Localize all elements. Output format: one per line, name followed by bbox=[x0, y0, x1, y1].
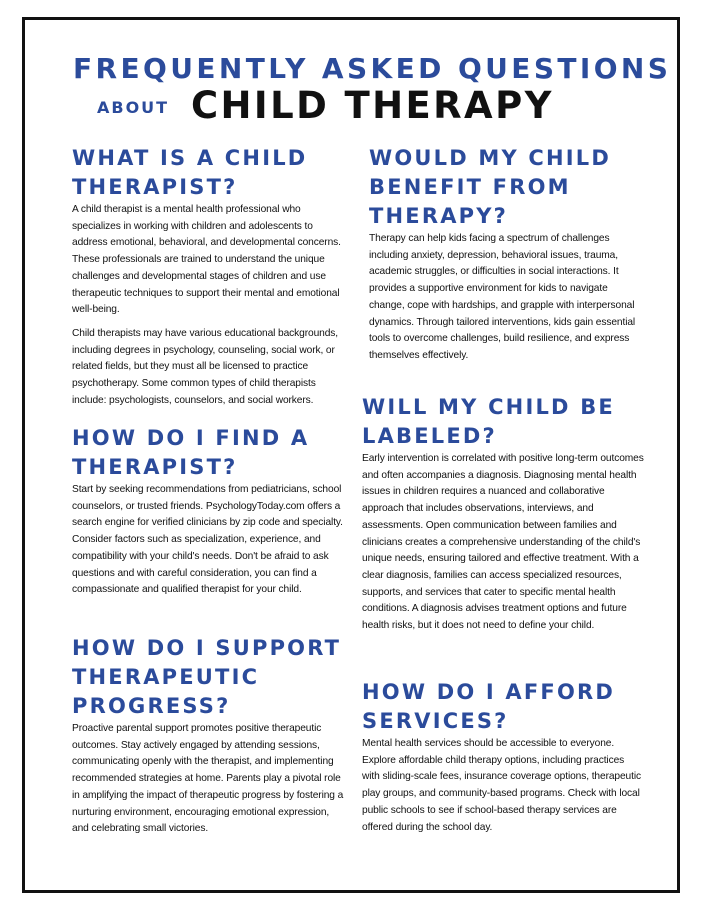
faq-heading: HOW DO I SUPPORT THERAPEUTIC PROGRESS? bbox=[72, 636, 342, 718]
faq-paragraph: Early intervention is correlated with positive long-term outcomes and often accompanies a diagnosis. Diagnosing mental health issues in children requires a nuanced and collaborative approach that includes observations, interviews, and assessments. Open communication between families and clinicians creates a comprehensive understanding of the child's unique needs, ensuring tailored and effective treatment. With a clear diagnosis, families can access specialized resources, supports, and services that cater to specific mental health conditions. A diagnosis advises treatment options and future health risks, but it does not need to define your child. bbox=[362, 453, 644, 632]
faq-find-therapist bbox=[72, 424, 347, 606]
page-border bbox=[22, 17, 680, 893]
title-about: ABOUT bbox=[97, 98, 170, 117]
faq-heading: HOW DO I AFFORD SERVICES? bbox=[362, 680, 616, 733]
faq-paragraph: Therapy can help kids facing a spectrum of challenges including anxiety, depression, behavioral issues, trauma, academic struggles, or difficulties in social interactions. It provides a supportive environment for kids to navigate change, cope with hardships, and grapple with interpersonal dynamics. Through tailored interventions, kids gain essential tools to overcome challenges, build resilience, and express themselves effectively. bbox=[369, 233, 636, 361]
title-line-frequently-asked: FREQUENTLY ASKED QUESTIONS bbox=[73, 52, 672, 85]
faq-afford-services bbox=[362, 678, 644, 843]
faq-paragraph: Child therapists may have various educational backgrounds, including degrees in psychology, counseling, social work, or related fields, but they must all be licensed to practice psychotherapy. Some common types of child therapists include: psychologists, counselors, and social workers. bbox=[72, 327, 339, 406]
faq-heading: WOULD MY CHILD BENEFIT FROM THERAPY? bbox=[369, 146, 612, 228]
title-child-therapy: CHILD THERAPY bbox=[191, 84, 554, 127]
faq-heading: WILL MY CHILD BE LABELED? bbox=[362, 395, 615, 448]
faq-heading: HOW DO I FIND A THERAPIST? bbox=[72, 426, 310, 479]
faq-paragraph: A child therapist is a mental health professional who specializes in working with children and adolescents to address emotional, behavioral, and developmental concerns. These professionals are trained to understand the unique challenges and developmental stages of children and use therapeutic techniques to support their mental and emotional well-being. bbox=[72, 204, 341, 316]
faq-paragraph: Proactive parental support promotes positive therapeutic outcomes. Stay actively engaged by attending sessions, communicating openly with the therapist, and implementing recommended strategies at home. Parents play a pivotal role in amplifying the impact of therapeutic progress by fostering a nurturing environment, encouraging emotional expression, and celebrating small victories. bbox=[72, 723, 344, 835]
faq-heading: WHAT IS A CHILD THERAPIST? bbox=[72, 146, 308, 199]
faq-what-is-child-therapist bbox=[72, 144, 347, 416]
faq-paragraph: Mental health services should be accessible to everyone. Explore affordable child therapy options, including practices with sliding-scale fees, insurance coverage options, therapeutic play groups, and community-based programs. Check with local public schools to see if school-based therapy services are offered during the school day. bbox=[362, 738, 642, 833]
faq-paragraph: Start by seeking recommendations from pediatricians, school counselors, or trusted friends. PsychologyToday.com offers a search engine for verified clinicians by zip code and specialty. Consider factors such as specialization, experience, and compatibility with your child's needs. Don't be afraid to ask questions and with careful consideration, you can find a compassionate and qualified therapist for your child. bbox=[72, 484, 343, 596]
faq-child-labeled bbox=[362, 393, 644, 642]
faq-would-child-benefit bbox=[369, 144, 644, 372]
faq-support-progress bbox=[72, 634, 347, 845]
